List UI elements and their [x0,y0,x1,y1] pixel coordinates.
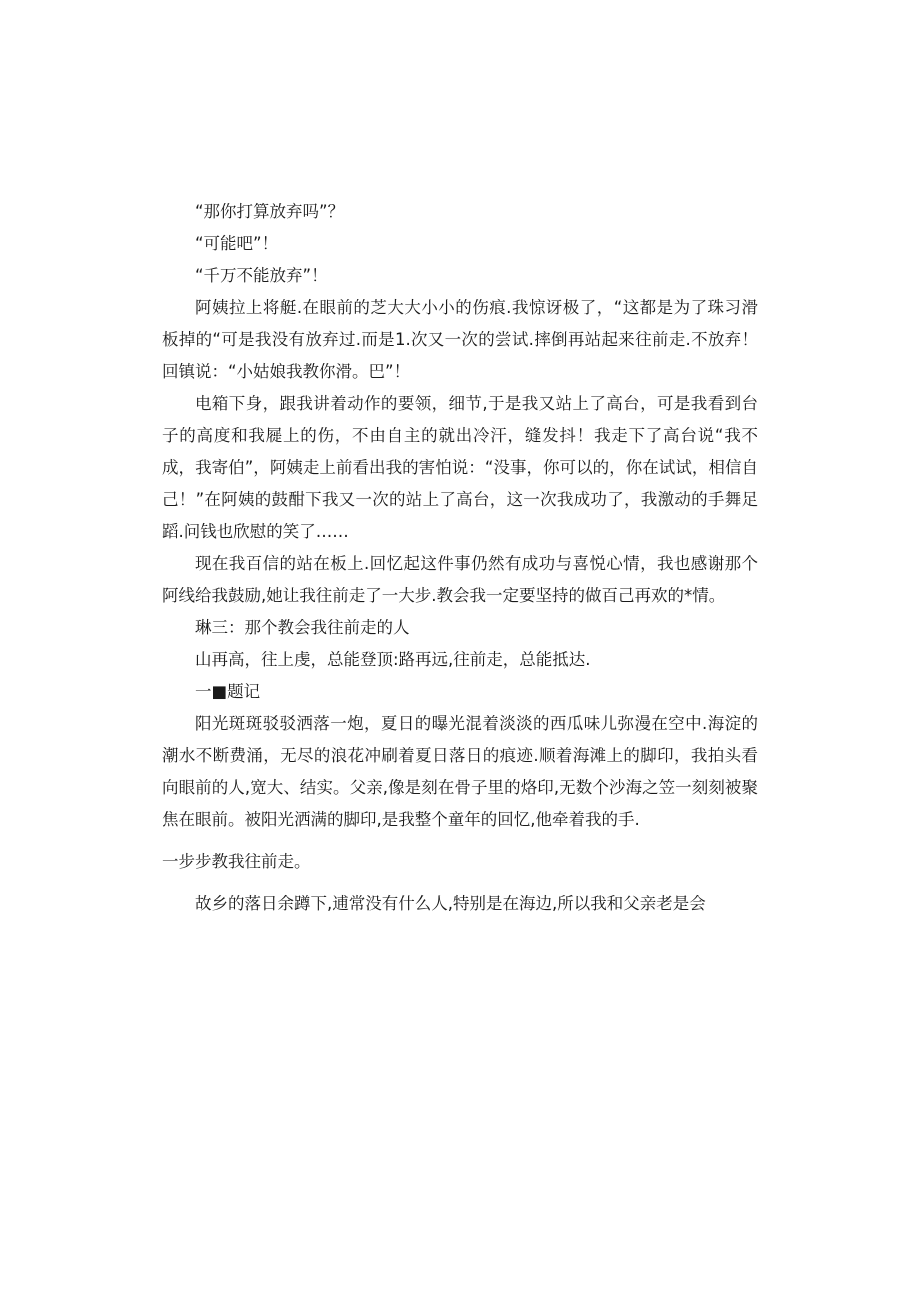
section-heading: 琳三：那个教会我往前走的人 [195,618,410,637]
paragraph: 故乡的落日余蹲下,逋常没有什么人,特别是在海边,所以我和父亲老是会 [195,894,706,913]
body-text [162,196,758,920]
paragraph: 现在我百信的站在板上.回忆起这件事仍然有成功与喜悦心情，我也感谢那个阿线给我鼓励,她让我往前走了一大步.教会我一定要坚持的做百己再欢的*情。 [162,554,758,605]
paragraph: 一步步教我往前走。 [162,852,311,871]
paragraph: 阳光斑斑驳驳洒落一炮，夏日的曝光混着淡淡的西瓜味儿弥漫在空中.海淀的潮水不断费涌，无尽的浪花冲刷着夏日落日的痕迹.顺着海滩上的脚印，我拍头看向眼前的人,宽大、结实。父亲,像是刻在骨子里的烙印,无数个沙海之笠一刻刻被聚焦在眼前。被阳光洒满的脚印,是我整个童年的回忆,他牵着我的手. [162,714,758,829]
paragraph: 阿姨拉上将艇.在眼前的芝大大小小的伤痕.我惊讶极了，“这都是为了珠习滑板掉的“可是我没有放弃过.而是1.次又一次的尝试.摔倒再站起来往前走.不放弃！回镇说：“小姑娘我教你滑。巴”！ [162,298,758,381]
epigraph-attribution: 一■题记 [195,682,261,701]
paragraph: 电箱下身，跟我讲着动作的要领，细节,于是我又站上了高台，可是我看到台子的高度和我屣上的伤，不由自主的就出冷汗，缝发抖！我走下了高台说“我不成，我寄伯”，阿姨走上前看出我的害怕说：“没事，你可以的，你在试试，相信自己！”在阿姨的鼓酣下我又一次的站上了高台，这一次我成功了，我激动的手舞足蹈.问钱也欣慰的笑了…… [162,394,758,541]
dialogue-line: “那你打算放弃吗”？ [195,202,345,221]
epigraph: 山再高，往上虔，总能登顶:路再远,往前走，总能抵达. [195,650,591,669]
dialogue-line: “可能吧”！ [195,234,279,253]
dialogue-line: “千万不能放弃”！ [195,266,328,285]
